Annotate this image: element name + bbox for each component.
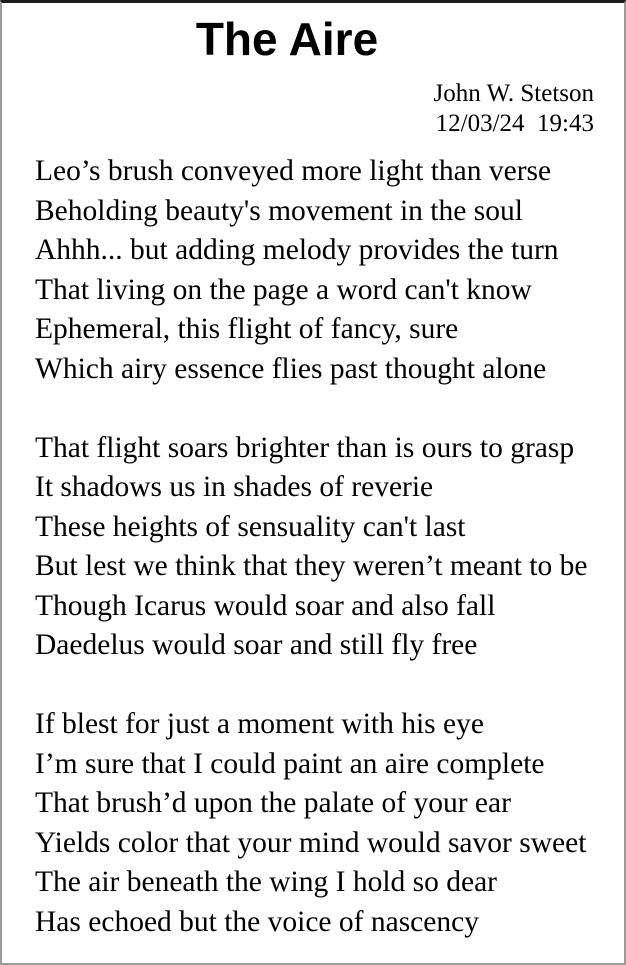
poem-stanza [35,152,614,389]
date-time: 12/03/24 19:43 [435,110,594,137]
poem-line: But lest we think that they weren’t meant to be [35,550,588,582]
poem-line: Beholding beauty's movement in the soul [35,194,523,227]
poem-line: That flight soars brighter than is ours to grasp [35,431,575,464]
poem-line: Ephemeral, this flight of fancy, sure [35,313,459,345]
poem-stanza [35,705,614,942]
poem-stanza [35,429,614,666]
poem-line: Yields color that your mind would savor sweet [35,826,587,859]
poem-line: These heights of sensuality can't last [35,510,466,543]
poem-line: Though Icarus would soar and also fall [35,589,496,622]
poem-line: I’m sure that I could paint an aire complete [35,747,545,780]
poem-line: Ahhh... but adding melody provides the turn [35,234,559,266]
byline-block [2,79,624,139]
poem-line: That brush’d upon the palate of your ear [35,787,511,819]
poem-line: Leo’s brush conveyed more light than verse [35,155,552,187]
poem-line: Which airy essence flies past thought alone [35,352,547,385]
author-byline: John W. Stetson [433,80,594,107]
page-title: The Aire [195,13,379,65]
poem-line: The air beneath the wing I hold so dear [35,866,498,898]
poem-line: If blest for just a moment with his eye [35,708,484,740]
poem-line: Daedelus would soar and still fly free [35,629,478,661]
poem-body [2,152,624,942]
poem-line: Has echoed but the voice of nascency [35,905,479,938]
poem-line: It shadows us in shades of reverie [35,471,434,503]
poem-line: That living on the page a word can't know [35,273,532,306]
